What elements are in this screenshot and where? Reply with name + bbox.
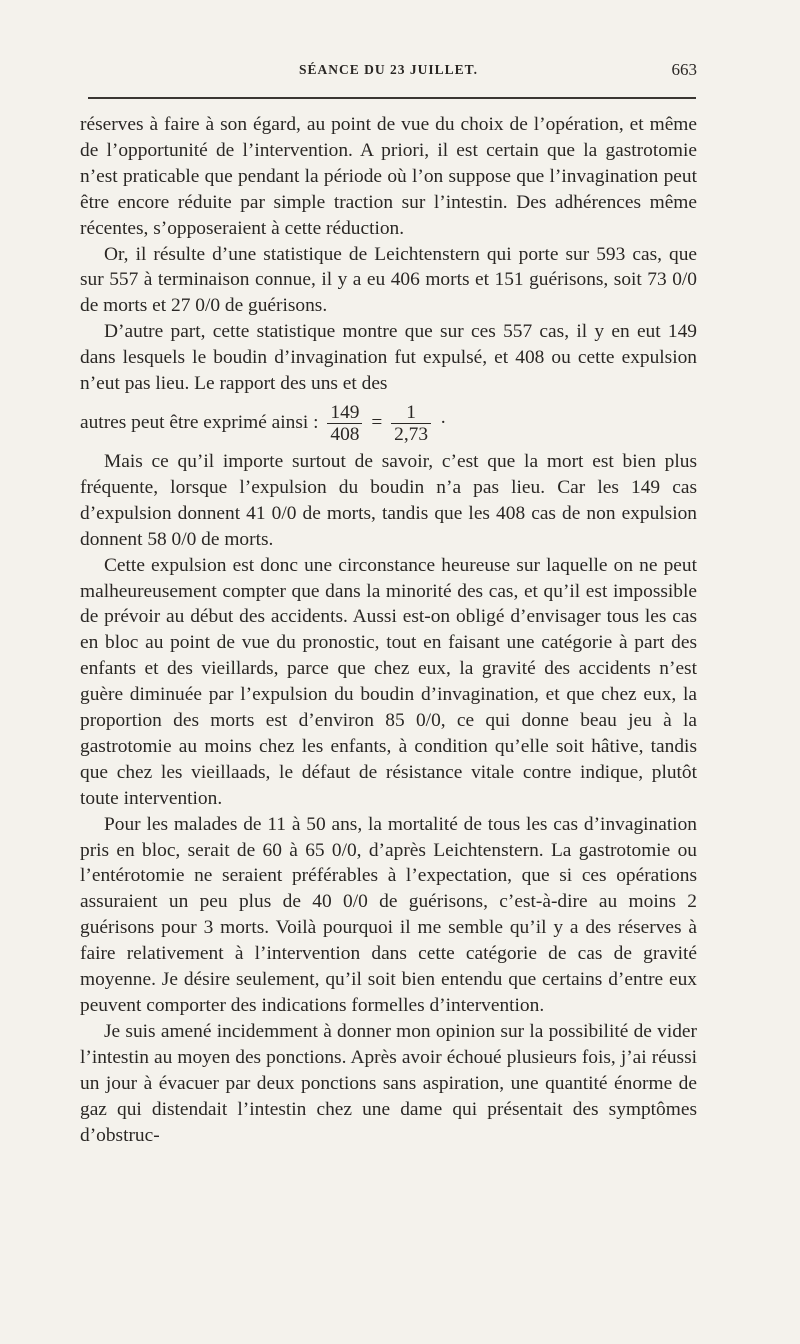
equation-lead: autres peut être exprimé ainsi : xyxy=(80,411,319,433)
running-header xyxy=(80,62,697,86)
equation-tail: · xyxy=(439,411,447,433)
fraction-denominator: 2,73 xyxy=(394,424,429,446)
fraction-numerator: 149 xyxy=(327,402,362,424)
fraction-149-408 xyxy=(327,402,362,445)
equals-sign: = xyxy=(371,411,383,433)
body-text xyxy=(80,112,697,1148)
header-rule xyxy=(88,97,696,99)
paragraph: réserves à faire à son égard, au point de vue du choix de l’opération, et même de l’opportunité de l’intervention. A priori, il est certain que la gastrotomie n’est praticable que pendant la période où l’on suppose que l’invagination peut être encore réduite par simple traction sur l’intestin. Des adhérences même récentes, s’opposeraient à cette réduction. xyxy=(80,114,697,239)
page-number: 663 xyxy=(671,60,697,79)
equation-line xyxy=(80,397,697,449)
fraction-1-273 xyxy=(391,402,431,445)
paragraph: D’autre part, cette statistique montre que sur ces 557 cas, il y en eut 149 dans lesquels le boudin d’invagination fut expulsé, et 408 ou cette expulsion n’eut pas lieu. Le rapport des uns et des xyxy=(80,321,697,395)
paragraph: Pour les malades de 11 à 50 ans, la mortalité de tous les cas d’invagination pris en bloc, serait de 60 à 65 0/0, d’après Leichtenstern. La gastrotomie ou l’entérotomie ne seraient préférables à l’expectation, que si ces opérations assuraient un peu plus de 40 0/0 de guérisons, c’est-à-dire au moins 2 guérisons pour 3 morts. Voilà pourquoi il me semble qu’il y a des réserves à faire relativement à l’intervention dans cette catégorie de cas de gravité moyenne. Je désire seulement, qu’il soit bien entendu que certains d’entre eux peuvent comporter des indications formelles d’intervention. xyxy=(80,813,697,1016)
paragraph: Cette expulsion est donc une circonstance heureuse sur laquelle on ne peut malheureusement compter que dans la minorité des cas, et qu’il est impossible de prévoir au début des accidents. Aussi est-on obligé d’envisager tous les cas en bloc au point de vue du pronostic, tout en faisant une catégorie à part des enfants et des vieillards, parce que chez eux, la gravité des accidents n’est guère diminuée par l’expulsion du boudin d’invagination, et que chez eux, la proportion des morts est d’environ 85 0/0, ce qui donne beau jeu à la gastrotomie au moins chez les enfants, à condition qu’elle soit hâtive, tandis que chez les vieillaads, le défaut de résistance vitale contre indique, plutôt toute intervention. xyxy=(80,554,697,809)
header-title: SÉANCE DU 23 JUILLET. xyxy=(298,62,479,77)
fraction-denominator: 408 xyxy=(330,424,360,446)
paragraph: Je suis amené incidemment à donner mon opinion sur la possibilité de vider l’intestin au moyen des ponctions. Après avoir échoué plusieurs fois, j’ai réussi un jour à évacuer par deux ponctions sans aspiration, une quantité énorme de gaz qui distendait l’intestin chez une dame qui présentait des symptômes d’obstruc- xyxy=(80,1020,697,1146)
paragraph: Or, il résulte d’une statistique de Leichtenstern qui porte sur 593 cas, que sur 557 à terminaison connue, il y a eu 406 morts et 151 guérisons, soit 73 0/0 de morts et 27 0/0 de guérisons. xyxy=(80,243,697,317)
fraction-numerator: 1 xyxy=(391,402,431,424)
paragraph: Mais ce qu’il importe surtout de savoir, c’est que la mort est bien plus fréquente, lorsque l’expulsion du boudin n’a pas lieu. Car les 149 cas d’expulsion donnent 41 0/0 de morts, tandis que les 408 cas de non expulsion donnent 58 0/0 de morts. xyxy=(80,450,697,550)
